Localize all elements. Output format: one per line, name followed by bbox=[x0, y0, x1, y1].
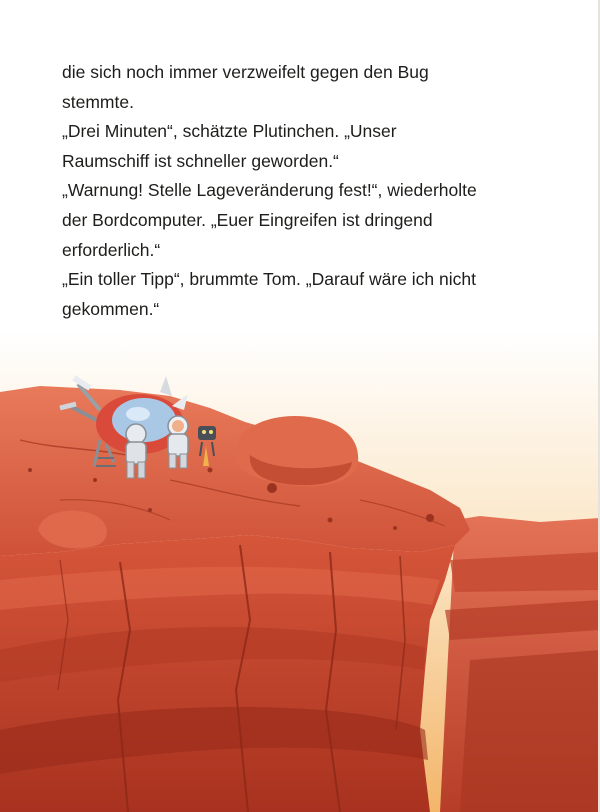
story-line: die sich noch immer verzweifelt gegen den Bug bbox=[62, 62, 429, 82]
story-line: „Ein toller Tipp“, brummte Tom. „Darauf wäre ich nicht bbox=[62, 269, 476, 290]
story-line: „Warnung! Stelle Lageveränderung fest!“, wiederholte bbox=[62, 180, 477, 201]
story-text bbox=[62, 58, 562, 324]
story-line: erforderlich.“ bbox=[62, 239, 161, 260]
story-line: der Bordcomputer. „Euer Eingreifen ist dringend bbox=[62, 209, 433, 230]
story-line: „Drei Minuten“, schätzte Plutinchen. „Unser bbox=[62, 121, 397, 142]
story-line: Raumschiff ist schneller geworden.“ bbox=[62, 150, 339, 171]
story-line: stemmte. bbox=[62, 91, 134, 112]
mars-cliff-illustration bbox=[0, 330, 600, 812]
story-line: gekommen.“ bbox=[62, 298, 160, 319]
